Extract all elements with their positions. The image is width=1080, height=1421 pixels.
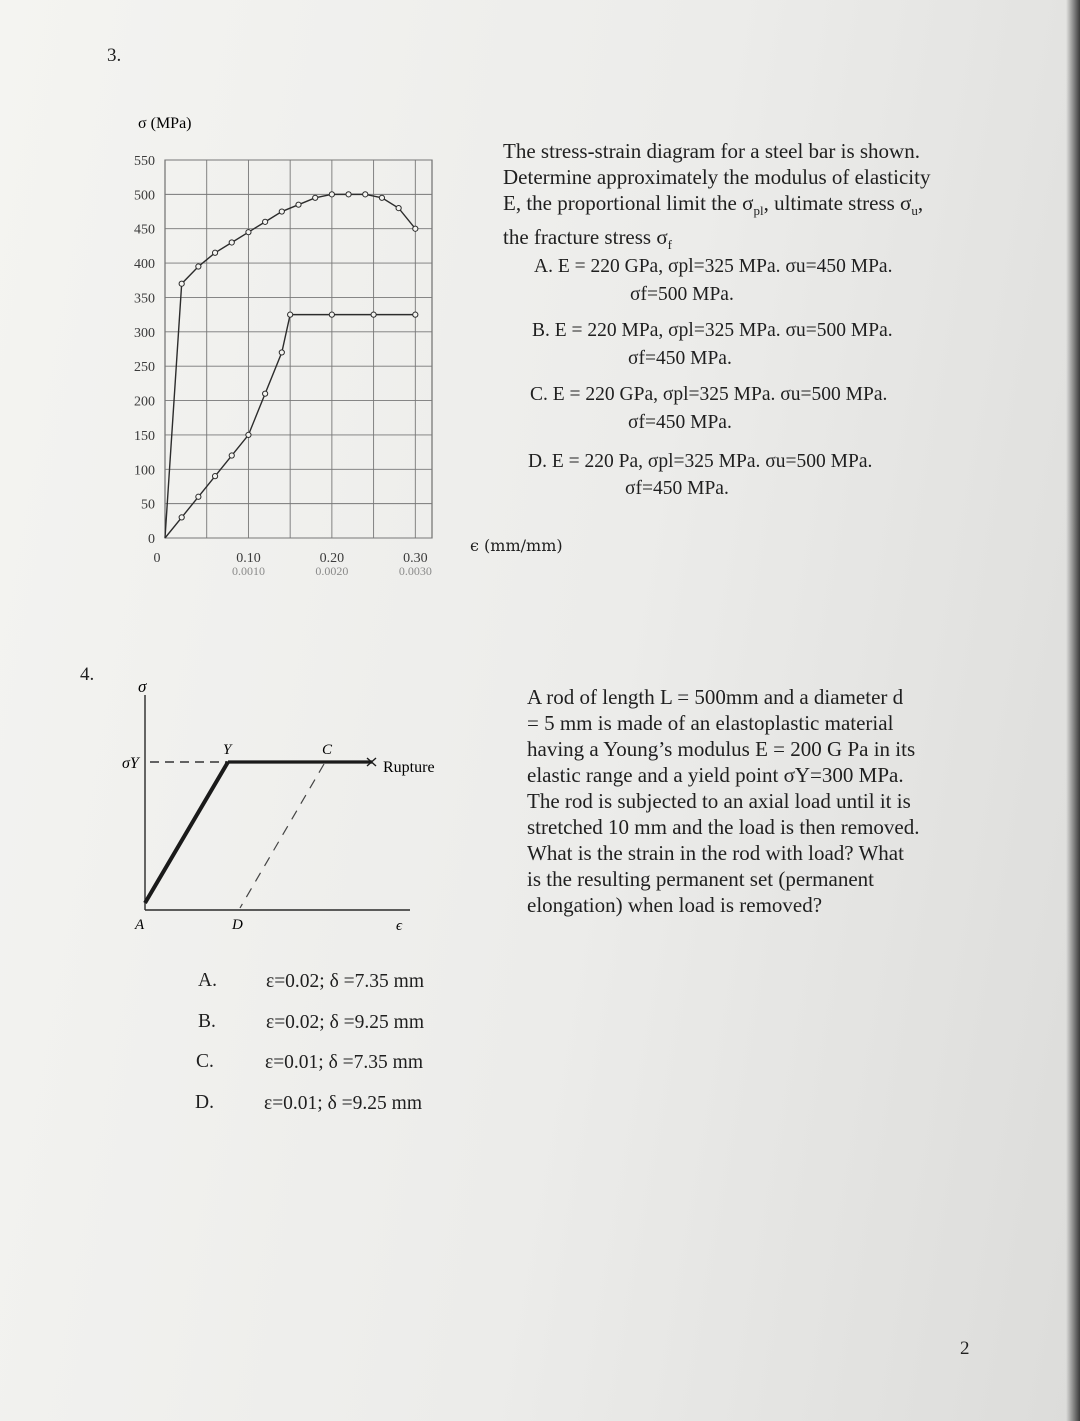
chart-y-tick-label: 150 bbox=[134, 428, 155, 444]
diagram-point-c-label: C bbox=[322, 742, 333, 758]
diagram-unloading-line bbox=[240, 764, 324, 908]
chart-data-point bbox=[196, 264, 201, 269]
chart-data-point bbox=[279, 209, 284, 214]
chart-x-ticks bbox=[154, 551, 432, 578]
chart-data-point bbox=[346, 192, 351, 197]
diagram-point-y-label: Y bbox=[223, 742, 232, 758]
chart-data-point bbox=[212, 250, 217, 255]
question-4-option-a-text[interactable]: ε=0.02; δ =7.35 mm bbox=[266, 971, 424, 992]
question-3-option-a-line2: σf=500 MPa. bbox=[630, 284, 734, 305]
chart-y-axis-label: σ (MPa) bbox=[138, 115, 192, 132]
diagram-rupture-label: Rupture bbox=[383, 759, 435, 776]
chart-y-tick-label: 450 bbox=[134, 222, 155, 238]
question-4-line-7: What is the strain in the rod with load? What bbox=[527, 841, 904, 865]
question-3-option-d[interactable]: D. E = 220 Pa, σpl=325 MPa. σu=500 MPa. bbox=[528, 451, 873, 472]
chart-data-point bbox=[229, 453, 234, 458]
chart-y-tick-label: 0 bbox=[148, 532, 155, 547]
chart-data-point bbox=[212, 474, 217, 479]
chart-data-point bbox=[396, 206, 401, 211]
question-3-option-b[interactable]: B. E = 220 MPa, σpl=325 MPa. σu=500 MPa. bbox=[532, 320, 893, 341]
stress-strain-chart bbox=[110, 110, 480, 590]
question-4-line-4: elastic range and a yield point σY=300 MPa. bbox=[527, 763, 904, 787]
chart-y-tick-label: 100 bbox=[134, 463, 155, 479]
diagram-sigma-label: σ bbox=[138, 677, 147, 696]
diagram-elastic-line bbox=[145, 762, 228, 903]
diagram-epsilon-label: ϵ bbox=[396, 918, 403, 934]
question-3-option-a[interactable]: A. E = 220 GPa, σpl=325 MPa. σu=450 MPa. bbox=[534, 256, 893, 277]
question-3-option-d-line2: σf=450 MPa. bbox=[625, 478, 729, 499]
elastoplastic-diagram bbox=[110, 670, 470, 940]
question-4-option-d-text[interactable]: ε=0.01; δ =9.25 mm bbox=[264, 1093, 422, 1114]
question-4-line-8: is the resulting permanent set (permanent bbox=[527, 867, 874, 891]
chart-y-ticks bbox=[134, 154, 155, 547]
paper-edge-shadow bbox=[1066, 0, 1080, 1421]
question-4-line-2: = 5 mm is made of an elastoplastic material bbox=[527, 711, 894, 735]
chart-y-tick-label: 550 bbox=[134, 154, 155, 169]
chart-x-tick-label: 0 bbox=[153, 551, 161, 566]
chart-data-point bbox=[413, 226, 418, 231]
chart-y-tick-label: 350 bbox=[134, 291, 155, 307]
chart-series bbox=[165, 192, 418, 538]
chart-x-tick-label: 0.30 bbox=[403, 551, 428, 566]
chart-x-tick-label: 0.10 bbox=[236, 551, 261, 566]
question-3-line-1: The stress-strain diagram for a steel bar is shown. bbox=[503, 139, 920, 163]
question-4-option-b-text[interactable]: ε=0.02; δ =9.25 mm bbox=[266, 1012, 424, 1033]
chart-grid bbox=[165, 160, 432, 538]
question-3-option-c[interactable]: C. E = 220 GPa, σpl=325 MPa. σu=500 MPa. bbox=[530, 384, 888, 405]
chart-x-axis-label: ϵ (mm/mm) bbox=[470, 536, 563, 555]
chart-data-point bbox=[313, 195, 318, 200]
chart-y-tick-label: 200 bbox=[134, 394, 155, 410]
chart-data-point bbox=[179, 281, 184, 286]
question-3-number: 3. bbox=[107, 45, 122, 66]
chart-y-tick-label: 500 bbox=[134, 188, 155, 204]
question-3-option-c-line2: σf=450 MPa. bbox=[628, 412, 732, 433]
chart-data-point bbox=[329, 312, 334, 317]
chart-data-point bbox=[196, 494, 201, 499]
chart-data-point bbox=[229, 240, 234, 245]
question-3-line-2: Determine approximately the modulus of elasticity bbox=[503, 165, 931, 189]
chart-data-point bbox=[179, 515, 184, 520]
chart-y-tick-label: 300 bbox=[134, 325, 155, 341]
question-4-option-c-text[interactable]: ε=0.01; δ =7.35 mm bbox=[265, 1052, 423, 1073]
diagram-point-a-label: A bbox=[135, 917, 145, 933]
chart-x-tick-secondary-label: 0.0020 bbox=[315, 564, 349, 578]
question-4-line-9: elongation) when load is removed? bbox=[527, 893, 823, 917]
chart-data-point bbox=[279, 350, 284, 355]
question-3-line-4: the fracture stress $\sigma_f$ bbox=[503, 225, 673, 253]
chart-data-point bbox=[329, 192, 334, 197]
diagram-sigma-y-label: σY bbox=[122, 755, 139, 772]
chart-data-point bbox=[263, 219, 268, 224]
question-4-option-b-letter[interactable]: B. bbox=[198, 1011, 216, 1032]
question-4-option-a-letter[interactable]: A. bbox=[198, 970, 217, 991]
chart-x-tick-secondary-label: 0.0010 bbox=[231, 564, 265, 578]
chart-data-point bbox=[263, 391, 268, 396]
question-4-line-3: having a Young’s modulus E = 200 G Pa in its bbox=[527, 737, 916, 761]
question-4-option-c-letter[interactable]: C. bbox=[196, 1051, 214, 1072]
chart-data-point bbox=[413, 312, 418, 317]
chart-data-point bbox=[363, 192, 368, 197]
question-4-option-d-letter[interactable]: D. bbox=[195, 1092, 214, 1113]
question-4-line-1: A rod of length L = 500mm and a diameter d bbox=[527, 685, 904, 709]
chart-data-point bbox=[288, 312, 293, 317]
question-4-line-5: The rod is subjected to an axial load until it is bbox=[527, 789, 911, 813]
question-4-text bbox=[527, 684, 967, 918]
chart-data-point bbox=[371, 312, 376, 317]
chart-data-point bbox=[246, 230, 251, 235]
question-3-line-3: E, the proportional limit the $\sigma_{pl}$, ultimate stress $\sigma_u$, bbox=[503, 191, 924, 219]
question-4-line-6: stretched 10 mm and the load is then removed. bbox=[527, 815, 920, 839]
chart-y-tick-label: 400 bbox=[134, 257, 155, 273]
question-3-text bbox=[503, 138, 973, 258]
chart-data-point bbox=[296, 202, 301, 207]
chart-data-point bbox=[246, 432, 251, 437]
chart-y-tick-label: 50 bbox=[141, 497, 155, 513]
diagram-point-d-label: D bbox=[232, 917, 243, 933]
question-3-option-b-line2: σf=450 MPa. bbox=[628, 348, 732, 369]
page-number: 2 bbox=[960, 1338, 970, 1359]
chart-x-tick-secondary-label: 0.0030 bbox=[398, 564, 432, 578]
chart-data-point bbox=[379, 195, 384, 200]
chart-x-tick-label: 0.20 bbox=[319, 551, 345, 566]
chart-frame bbox=[165, 160, 432, 538]
question-4-number: 4. bbox=[80, 664, 95, 685]
chart-y-tick-label: 250 bbox=[134, 360, 155, 376]
